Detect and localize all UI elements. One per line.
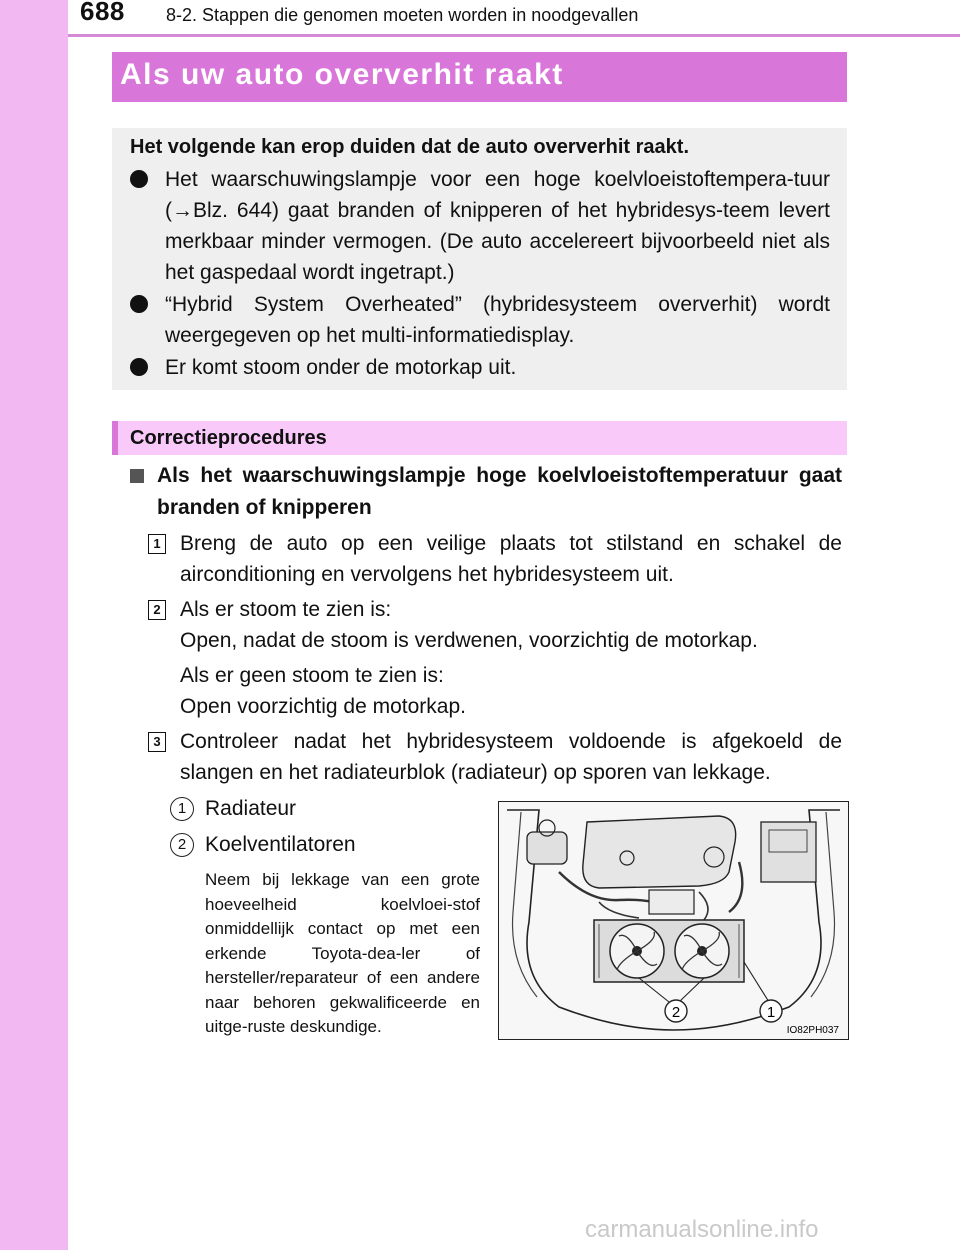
legend-label: Radiateur [205, 797, 297, 820]
legend-number: 1 [170, 797, 194, 821]
symptom-text: Het waarschuwingslampje voor een hoge koelvloeistoftempera-tuur (→Blz. 644) gaat branden of knipperen of het hybridesys-teem levert merkbaar minder vermogen. (De auto accelereert bijvoorbeeld niet als het gaspedaal wordt ingetrapt.) [165, 168, 830, 284]
symptom-text: Er komt stoom onder de motorkap uit. [165, 356, 517, 379]
header-accent [112, 421, 118, 455]
engine-bay-illustration [498, 801, 849, 1040]
callout-fans: 2 [671, 1004, 681, 1021]
condition-heading: Als het waarschuwingslampje hoge koelvloeistoftemperatuur gaat branden of knipperen [157, 464, 842, 519]
symptoms-heading: Het volgende kan erop duiden dat de auto oververhit raakt. [130, 136, 690, 158]
step-text: Controleer nadat het hybridesysteem voldoende is afgekoeld de slangen en het radiateurblok (radiateur) op sporen van lekkage. [180, 730, 842, 784]
legend-label: Koelventilatoren [205, 833, 356, 856]
bullet-icon [130, 170, 148, 188]
page-title: Als uw auto oververhit raakt [120, 58, 564, 91]
procedures-header [112, 421, 847, 455]
step-text: Als er stoom te zien is: [180, 598, 392, 621]
symptom-item [130, 164, 830, 288]
symptom-item [130, 352, 830, 383]
step-number: 3 [148, 732, 166, 752]
section-title: 8-2. Stappen die genomen moeten worden in noodgevallen [166, 5, 639, 25]
bullet-icon [130, 358, 148, 376]
bullet-icon [130, 295, 148, 313]
square-bullet-icon [130, 469, 144, 483]
symptom-item [130, 289, 830, 351]
step-text: Breng de auto op een veilige plaats tot stilstand en schakel de airconditioning en vervolgens het hybridesysteem uit. [180, 532, 842, 586]
figure-code: IO82PH037 [786, 1025, 839, 1036]
leak-note: Neem bij lekkage van een grote hoeveelheid koelvloei-stof onmiddellijk contact op met een erkende Toyota-dea-ler of hersteller/reparateur of een andere naar behoren gekwalificeerde en uitge-ruste deskundige. [205, 870, 480, 1036]
page-header [0, 0, 960, 36]
side-margin-strip [0, 0, 68, 1250]
step-text: Open voorzichtig de motorkap. [180, 695, 466, 718]
callout-radiator: 1 [766, 1004, 776, 1021]
symptom-text: “Hybrid System Overheated” (hybridesysteem oververhit) wordt weergegeven op het multi-informatiedisplay. [165, 293, 830, 347]
footer-watermark: carmanualsonline.info [585, 1216, 819, 1243]
legend-number: 2 [170, 833, 194, 857]
header-divider [68, 34, 960, 37]
page-number: 688 [80, 0, 125, 26]
step-text: Open, nadat de stoom is verdwenen, voorzichtig de motorkap. [180, 629, 758, 652]
step-number: 2 [148, 600, 166, 620]
step-number: 1 [148, 534, 166, 554]
procedures-title: Correctieprocedures [130, 427, 327, 449]
step-text: Als er geen stoom te zien is: [180, 664, 444, 687]
